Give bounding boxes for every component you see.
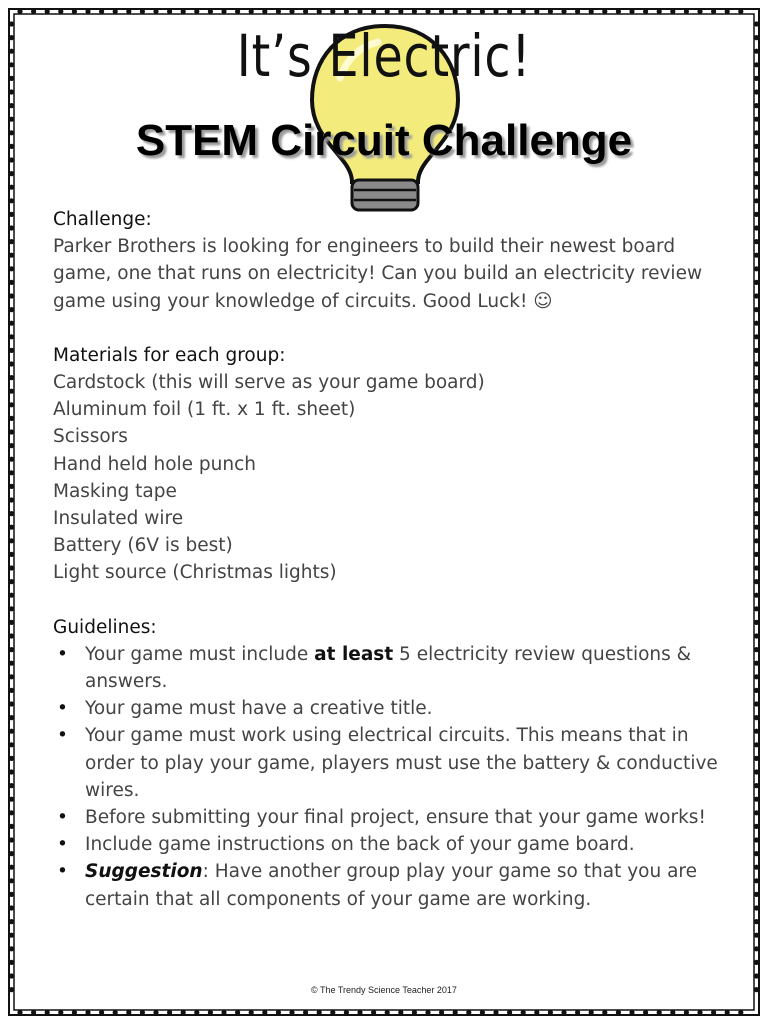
title-script: It’s Electric! bbox=[236, 22, 532, 90]
bullet-icon: • bbox=[57, 643, 68, 665]
bullet-icon: • bbox=[57, 725, 68, 747]
challenge-text: Parker Brothers is looking for engineers to build their newest board game, one that runs on electricity! Can you build an electricity review game using your knowledge of circuits. Good Luck! ☺ bbox=[53, 236, 703, 312]
guideline-item: • Suggestion: Have another group play your game so that you are certain that all components of your game are working. bbox=[53, 858, 723, 912]
title-main: STEM Circuit Challenge bbox=[135, 116, 633, 165]
material-item: Insulated wire bbox=[53, 508, 184, 530]
bullet-icon: • bbox=[57, 698, 68, 720]
material-item: Scissors bbox=[53, 426, 128, 448]
guideline-item: • Your game must have a creative title. bbox=[53, 695, 723, 722]
bullet-icon: • bbox=[57, 807, 68, 829]
material-item: Masking tape bbox=[53, 480, 177, 502]
material-item: Light source (Christmas lights) bbox=[53, 562, 337, 584]
material-item: Aluminum foil (1 ft. x 1 ft. sheet) bbox=[53, 399, 356, 421]
guidelines-list bbox=[53, 641, 723, 913]
material-item: Hand held hole punch bbox=[53, 453, 257, 475]
guideline-item: • Include game instructions on the back of your game board. bbox=[53, 831, 723, 858]
guidelines-heading: Guidelines: bbox=[53, 616, 157, 638]
bullet-icon: • bbox=[57, 834, 68, 856]
material-item: Battery (6V is best) bbox=[53, 535, 233, 557]
material-item: Cardstock (this will serve as your game board) bbox=[53, 372, 485, 394]
guideline-item: • Before submitting your final project, ensure that your game works! bbox=[53, 804, 723, 831]
challenge-heading: Challenge: bbox=[53, 209, 152, 230]
materials-heading: Materials for each group: bbox=[53, 344, 286, 366]
guideline-item: • Your game must include at least 5 electricity review questions & answers. bbox=[53, 641, 723, 695]
guideline-item: • Your game must work using electrical circuits. This means that in order to play your game, players must use the battery & conductive wires. bbox=[53, 722, 723, 804]
copyright-footer: © The Trendy Science Teacher 2017 bbox=[311, 985, 457, 995]
worksheet-body bbox=[53, 206, 723, 913]
bullet-icon: • bbox=[57, 861, 68, 883]
